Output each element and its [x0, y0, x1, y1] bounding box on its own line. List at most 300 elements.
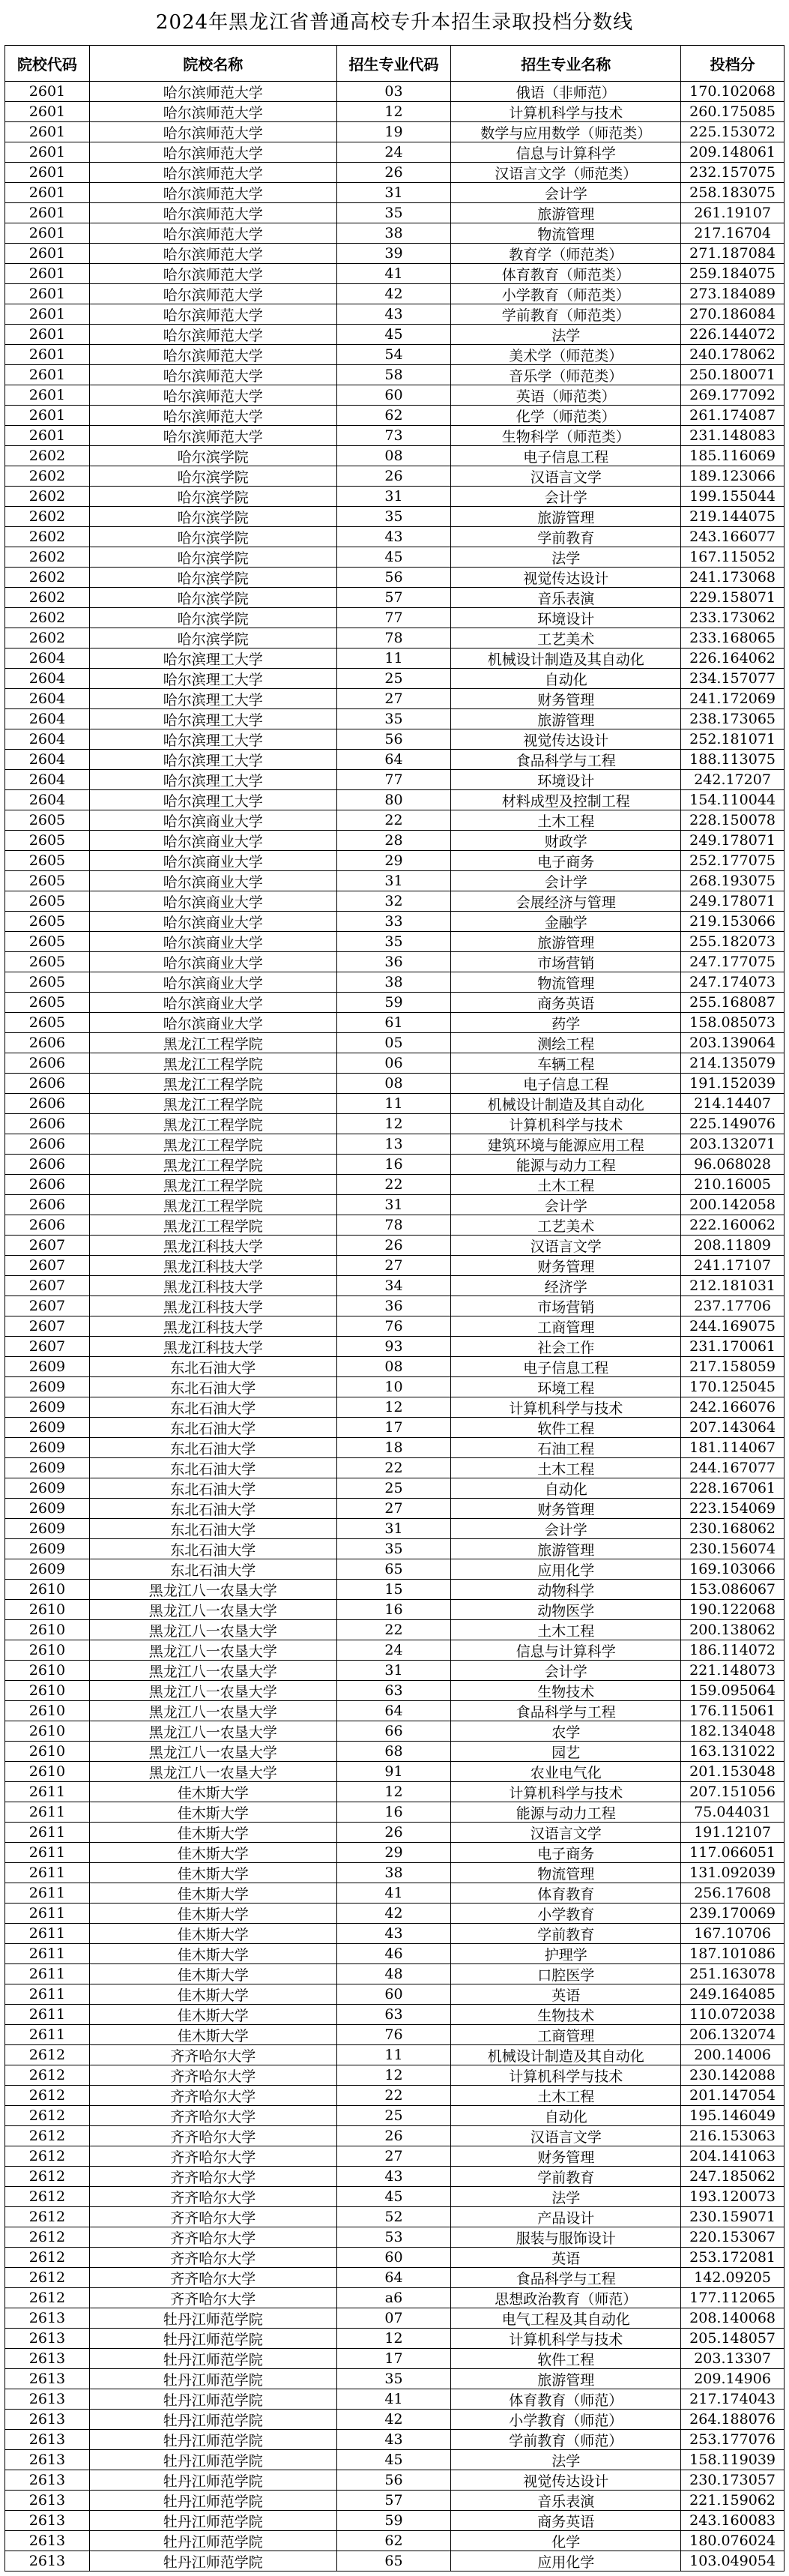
- cell-school-name: 黑龙江工程学院: [90, 1155, 337, 1174]
- cell-major-code: 06: [337, 1053, 452, 1073]
- cell-score: 216.153063: [681, 2126, 785, 2146]
- cell-score: 222.160062: [681, 1215, 785, 1235]
- cell-school-code: 2604: [5, 790, 90, 810]
- cell-major-name: 园艺: [451, 1742, 681, 1761]
- cell-major-name: 食品科学与工程: [451, 1701, 681, 1721]
- cell-major-name: 石油工程: [451, 1438, 681, 1457]
- cell-major-code: 54: [337, 345, 452, 364]
- cell-school-code: 2601: [5, 325, 90, 344]
- cell-major-name: 英语: [451, 1984, 681, 2004]
- cell-score: 207.151056: [681, 1782, 785, 1802]
- cell-score: 191.12107: [681, 1823, 785, 1842]
- table-row: [5, 2551, 785, 2572]
- cell-major-code: 45: [337, 2187, 452, 2206]
- table-row: [5, 2045, 785, 2065]
- cell-score: 214.14407: [681, 1094, 785, 1113]
- cell-major-code: 93: [337, 1337, 452, 1356]
- cell-score: 244.167077: [681, 1458, 785, 1478]
- cell-major-name: 计算机科学与技术: [451, 1782, 681, 1802]
- cell-major-name: 信息与计算科学: [451, 142, 681, 162]
- cell-school-name: 东北石油大学: [90, 1499, 337, 1518]
- table-row: [5, 709, 785, 729]
- cell-major-code: 66: [337, 1721, 452, 1741]
- cell-major-code: 77: [337, 608, 452, 628]
- cell-major-name: 会计学: [451, 487, 681, 506]
- cell-major-name: 旅游管理: [451, 932, 681, 951]
- table-row: [5, 102, 785, 122]
- cell-school-name: 东北石油大学: [90, 1397, 337, 1417]
- cell-score: 205.148057: [681, 2329, 785, 2348]
- cell-major-code: 65: [337, 2551, 452, 2571]
- cell-school-code: 2609: [5, 1478, 90, 1498]
- table-row: [5, 2329, 785, 2349]
- cell-score: 270.186084: [681, 304, 785, 324]
- cell-major-code: 25: [337, 1478, 452, 1498]
- cell-major-code: 19: [337, 122, 452, 142]
- cell-school-name: 牡丹江师范学院: [90, 2430, 337, 2449]
- cell-major-name: 护理学: [451, 1944, 681, 1963]
- cell-score: 212.181031: [681, 1276, 785, 1295]
- table-row: [5, 993, 785, 1013]
- cell-major-code: 27: [337, 1256, 452, 1275]
- cell-school-name: 黑龙江八一农垦大学: [90, 1701, 337, 1721]
- cell-school-name: 哈尔滨商业大学: [90, 993, 337, 1012]
- cell-school-name: 哈尔滨学院: [90, 466, 337, 486]
- cell-school-name: 牡丹江师范学院: [90, 2511, 337, 2530]
- cell-school-name: 哈尔滨师范大学: [90, 203, 337, 223]
- cell-school-name: 黑龙江八一农垦大学: [90, 1721, 337, 1741]
- cell-major-name: 环境设计: [451, 770, 681, 789]
- table-row: [5, 1580, 785, 1600]
- cell-major-code: 11: [337, 1094, 452, 1113]
- cell-major-name: 会计学: [451, 183, 681, 202]
- cell-major-code: 11: [337, 648, 452, 668]
- cell-score: 169.103066: [681, 1559, 785, 1579]
- cell-major-name: 土木工程: [451, 1620, 681, 1640]
- cell-score: 252.181071: [681, 729, 785, 749]
- cell-major-name: 材料成型及控制工程: [451, 790, 681, 810]
- cell-major-name: 自动化: [451, 669, 681, 688]
- cell-major-code: 64: [337, 750, 452, 769]
- cell-school-name: 黑龙江工程学院: [90, 1134, 337, 1154]
- table-row: [5, 1418, 785, 1438]
- table-row: [5, 2268, 785, 2288]
- cell-major-code: 32: [337, 891, 452, 911]
- cell-major-name: 金融学: [451, 912, 681, 931]
- cell-school-name: 东北石油大学: [90, 1539, 337, 1559]
- cell-score: 103.049054: [681, 2551, 785, 2571]
- table-row: [5, 1559, 785, 1580]
- cell-major-name: 食品科学与工程: [451, 750, 681, 769]
- table-row: [5, 2389, 785, 2410]
- cell-major-code: 63: [337, 2005, 452, 2024]
- cell-major-name: 汉语言文学: [451, 1823, 681, 1842]
- table-row: [5, 1377, 785, 1397]
- table-row: [5, 385, 785, 406]
- cell-major-code: 29: [337, 1843, 452, 1862]
- cell-school-name: 哈尔滨理工大学: [90, 669, 337, 688]
- cell-score: 182.134048: [681, 1721, 785, 1741]
- cell-major-code: 63: [337, 1681, 452, 1700]
- table-row: [5, 264, 785, 284]
- cell-school-name: 哈尔滨师范大学: [90, 284, 337, 304]
- cell-school-name: 哈尔滨商业大学: [90, 1013, 337, 1032]
- cell-score: 117.066051: [681, 1843, 785, 1862]
- cell-score: 223.154069: [681, 1499, 785, 1518]
- cell-school-name: 哈尔滨师范大学: [90, 426, 337, 445]
- cell-major-name: 市场营销: [451, 952, 681, 972]
- table-row: [5, 2430, 785, 2450]
- cell-major-name: 计算机科学与技术: [451, 2329, 681, 2348]
- cell-major-name: 学前教育: [451, 527, 681, 547]
- cell-school-code: 2601: [5, 223, 90, 243]
- cell-score: 269.177092: [681, 385, 785, 405]
- cell-school-code: 2605: [5, 972, 90, 992]
- cell-score: 258.183075: [681, 183, 785, 202]
- cell-major-name: 法学: [451, 547, 681, 567]
- table-row: [5, 1964, 785, 1984]
- table-row: [5, 1175, 785, 1195]
- cell-school-code: 2607: [5, 1236, 90, 1255]
- table-row: [5, 1701, 785, 1721]
- cell-major-code: 31: [337, 1195, 452, 1215]
- cell-school-code: 2610: [5, 1640, 90, 1660]
- table-row: [5, 1620, 785, 1640]
- cell-school-name: 佳木斯大学: [90, 1802, 337, 1822]
- table-row: [5, 1276, 785, 1296]
- cell-score: 200.14006: [681, 2045, 785, 2065]
- cell-school-name: 哈尔滨师范大学: [90, 122, 337, 142]
- cell-major-name: 学前教育: [451, 2167, 681, 2186]
- cell-score: 232.157075: [681, 163, 785, 182]
- cell-school-code: 2611: [5, 1802, 90, 1822]
- table-row: [5, 1661, 785, 1681]
- table-row: [5, 1944, 785, 1964]
- cell-major-name: 汉语言文学: [451, 2126, 681, 2146]
- cell-school-code: 2609: [5, 1357, 90, 1376]
- cell-school-name: 佳木斯大学: [90, 2005, 337, 2024]
- cell-score: 231.170061: [681, 1337, 785, 1356]
- cell-major-code: 42: [337, 1904, 452, 1923]
- cell-school-code: 2601: [5, 142, 90, 162]
- cell-major-code: 31: [337, 1519, 452, 1538]
- table-row: [5, 466, 785, 487]
- cell-score: 249.178071: [681, 891, 785, 911]
- cell-major-code: 35: [337, 2369, 452, 2389]
- cell-school-code: 2605: [5, 993, 90, 1012]
- cell-major-code: 38: [337, 223, 452, 243]
- cell-major-code: 42: [337, 284, 452, 304]
- cell-major-name: 计算机科学与技术: [451, 1114, 681, 1134]
- cell-major-name: 学前教育（师范）: [451, 2430, 681, 2449]
- cell-major-code: 22: [337, 810, 452, 830]
- cell-score: 219.144075: [681, 507, 785, 526]
- cell-school-name: 齐齐哈尔大学: [90, 2288, 337, 2308]
- cell-major-name: 旅游管理: [451, 1539, 681, 1559]
- cell-school-code: 2610: [5, 1620, 90, 1640]
- cell-school-code: 2601: [5, 122, 90, 142]
- cell-major-name: 计算机科学与技术: [451, 102, 681, 121]
- table-row: [5, 568, 785, 588]
- cell-school-name: 哈尔滨商业大学: [90, 932, 337, 951]
- cell-score: 268.193075: [681, 871, 785, 891]
- cell-school-name: 东北石油大学: [90, 1519, 337, 1538]
- cell-school-name: 黑龙江工程学院: [90, 1074, 337, 1093]
- cell-school-name: 黑龙江八一农垦大学: [90, 1681, 337, 1700]
- cell-school-code: 2607: [5, 1316, 90, 1336]
- cell-major-code: 41: [337, 264, 452, 283]
- cell-score: 273.184089: [681, 284, 785, 304]
- table-row: [5, 1296, 785, 1316]
- cell-major-name: 音乐表演: [451, 588, 681, 607]
- cell-school-name: 东北石油大学: [90, 1377, 337, 1397]
- cell-score: 186.114072: [681, 1640, 785, 1660]
- cell-major-code: 12: [337, 2065, 452, 2085]
- cell-major-code: 13: [337, 1134, 452, 1154]
- table-row: [5, 1762, 785, 1782]
- table-row: [5, 2470, 785, 2491]
- cell-major-name: 工艺美术: [451, 628, 681, 648]
- cell-school-name: 黑龙江八一农垦大学: [90, 1620, 337, 1640]
- cell-score: 142.09205: [681, 2268, 785, 2287]
- table-row: [5, 1823, 785, 1843]
- cell-major-name: 小学教育（师范）: [451, 2410, 681, 2429]
- cell-school-name: 黑龙江工程学院: [90, 1215, 337, 1235]
- cell-school-code: 2605: [5, 810, 90, 830]
- cell-score: 237.17706: [681, 1296, 785, 1316]
- cell-school-name: 牡丹江师范学院: [90, 2349, 337, 2368]
- cell-major-name: 应用化学: [451, 1559, 681, 1579]
- cell-score: 154.110044: [681, 790, 785, 810]
- cell-score: 170.125045: [681, 1377, 785, 1397]
- cell-school-code: 2601: [5, 385, 90, 405]
- cell-score: 247.177075: [681, 952, 785, 972]
- cell-major-name: 土木工程: [451, 810, 681, 830]
- cell-major-code: 27: [337, 689, 452, 708]
- cell-school-code: 2606: [5, 1215, 90, 1235]
- cell-school-name: 牡丹江师范学院: [90, 2389, 337, 2409]
- cell-major-name: 能源与动力工程: [451, 1802, 681, 1822]
- header-score: 投档分: [681, 46, 785, 81]
- cell-school-code: 2601: [5, 82, 90, 101]
- table-row: [5, 2288, 785, 2308]
- cell-major-code: 45: [337, 2450, 452, 2470]
- cell-score: 229.158071: [681, 588, 785, 607]
- cell-score: 159.095064: [681, 1681, 785, 1700]
- table-row: [5, 142, 785, 163]
- cell-school-code: 2613: [5, 2491, 90, 2510]
- table-row: [5, 2207, 785, 2227]
- cell-major-name: 商务英语: [451, 2511, 681, 2530]
- cell-school-code: 2602: [5, 466, 90, 486]
- cell-school-name: 牡丹江师范学院: [90, 2410, 337, 2429]
- cell-score: 167.115052: [681, 547, 785, 567]
- cell-school-name: 黑龙江工程学院: [90, 1094, 337, 1113]
- cell-school-name: 哈尔滨理工大学: [90, 729, 337, 749]
- table-row: [5, 669, 785, 689]
- cell-school-code: 2611: [5, 1843, 90, 1862]
- cell-major-name: 体育教育: [451, 1883, 681, 1903]
- table-row: [5, 932, 785, 952]
- cell-major-name: 社会工作: [451, 1337, 681, 1356]
- cell-major-name: 电气工程及其自动化: [451, 2308, 681, 2328]
- cell-school-name: 佳木斯大学: [90, 1883, 337, 1903]
- cell-school-code: 2602: [5, 487, 90, 506]
- table-row: [5, 1053, 785, 1074]
- table-row: [5, 82, 785, 102]
- table-row: [5, 2410, 785, 2430]
- cell-score: 264.188076: [681, 2410, 785, 2429]
- cell-major-name: 俄语（非师范）: [451, 82, 681, 101]
- cell-score: 249.178071: [681, 831, 785, 850]
- cell-school-code: 2613: [5, 2329, 90, 2348]
- cell-major-code: 68: [337, 1742, 452, 1761]
- cell-major-code: 25: [337, 2106, 452, 2125]
- cell-major-code: 31: [337, 183, 452, 202]
- cell-school-name: 齐齐哈尔大学: [90, 2187, 337, 2206]
- cell-school-name: 哈尔滨商业大学: [90, 912, 337, 931]
- table-row: [5, 1397, 785, 1418]
- cell-major-code: 03: [337, 82, 452, 101]
- cell-school-name: 黑龙江科技大学: [90, 1296, 337, 1316]
- cell-school-name: 哈尔滨学院: [90, 628, 337, 648]
- cell-school-code: 2604: [5, 689, 90, 708]
- cell-major-code: 41: [337, 2389, 452, 2409]
- cell-school-name: 黑龙江八一农垦大学: [90, 1580, 337, 1599]
- cell-school-name: 黑龙江八一农垦大学: [90, 1762, 337, 1781]
- table-row: [5, 223, 785, 244]
- cell-school-code: 2602: [5, 628, 90, 648]
- table-row: [5, 689, 785, 709]
- cell-major-name: 体育教育（师范类）: [451, 264, 681, 283]
- cell-major-name: 工商管理: [451, 1316, 681, 1336]
- cell-major-name: 财务管理: [451, 1499, 681, 1518]
- cell-major-code: 29: [337, 851, 452, 870]
- cell-major-code: 59: [337, 2511, 452, 2530]
- cell-score: 176.115061: [681, 1701, 785, 1721]
- table-row: [5, 2227, 785, 2248]
- cell-school-name: 哈尔滨学院: [90, 527, 337, 547]
- cell-score: 261.174087: [681, 406, 785, 425]
- cell-major-name: 服装与服饰设计: [451, 2227, 681, 2247]
- table-row: [5, 1924, 785, 1944]
- cell-school-code: 2604: [5, 770, 90, 789]
- cell-major-code: 60: [337, 2248, 452, 2267]
- cell-major-name: 旅游管理: [451, 2369, 681, 2389]
- cell-school-name: 佳木斯大学: [90, 1823, 337, 1842]
- cell-major-code: 15: [337, 1580, 452, 1599]
- cell-school-code: 2613: [5, 2349, 90, 2368]
- table-row: [5, 851, 785, 871]
- cell-score: 185.116069: [681, 446, 785, 466]
- cell-school-code: 2611: [5, 2005, 90, 2024]
- table-row: [5, 2106, 785, 2126]
- cell-major-code: 12: [337, 1782, 452, 1802]
- cell-major-name: 市场营销: [451, 1296, 681, 1316]
- cell-school-name: 哈尔滨商业大学: [90, 810, 337, 830]
- cell-score: 247.174073: [681, 972, 785, 992]
- cell-major-name: 视觉传达设计: [451, 568, 681, 587]
- table-row: [5, 2248, 785, 2268]
- cell-school-code: 2611: [5, 1964, 90, 1984]
- table-row: [5, 1600, 785, 1620]
- cell-major-name: 机械设计制造及其自动化: [451, 1094, 681, 1113]
- cell-major-name: 化学（师范类）: [451, 406, 681, 425]
- cell-major-code: 64: [337, 1701, 452, 1721]
- cell-major-name: 产品设计: [451, 2207, 681, 2227]
- cell-school-name: 哈尔滨师范大学: [90, 365, 337, 385]
- cell-score: 217.174043: [681, 2389, 785, 2409]
- cell-major-code: 25: [337, 669, 452, 688]
- table-row: [5, 1114, 785, 1134]
- table-row: [5, 1458, 785, 1478]
- cell-school-code: 2601: [5, 304, 90, 324]
- table-row: [5, 871, 785, 891]
- table-row: [5, 750, 785, 770]
- table-row: [5, 1357, 785, 1377]
- cell-score: 188.113075: [681, 750, 785, 769]
- cell-major-code: 11: [337, 2045, 452, 2065]
- cell-school-name: 哈尔滨理工大学: [90, 750, 337, 769]
- cell-score: 201.147054: [681, 2086, 785, 2105]
- table-row: [5, 1539, 785, 1559]
- cell-score: 230.173057: [681, 2470, 785, 2490]
- table-row: [5, 446, 785, 466]
- cell-score: 226.164062: [681, 648, 785, 668]
- cell-major-code: 36: [337, 952, 452, 972]
- cell-school-code: 2610: [5, 1580, 90, 1599]
- cell-major-name: 软件工程: [451, 2349, 681, 2368]
- cell-major-name: 电子商务: [451, 851, 681, 870]
- cell-score: 226.144072: [681, 325, 785, 344]
- cell-school-name: 牡丹江师范学院: [90, 2531, 337, 2551]
- cell-major-name: 经济学: [451, 1276, 681, 1295]
- cell-major-name: 思想政治教育（师范）: [451, 2288, 681, 2308]
- cell-major-name: 体育教育（师范）: [451, 2389, 681, 2409]
- cell-school-code: 2611: [5, 1823, 90, 1842]
- cell-major-code: 60: [337, 385, 452, 405]
- cell-major-code: 26: [337, 2126, 452, 2146]
- cell-score: 233.168065: [681, 628, 785, 648]
- cell-school-name: 东北石油大学: [90, 1478, 337, 1498]
- cell-score: 189.123066: [681, 466, 785, 486]
- table-row: [5, 1236, 785, 1256]
- cell-major-code: 28: [337, 831, 452, 850]
- cell-school-name: 齐齐哈尔大学: [90, 2227, 337, 2247]
- cell-major-name: 英语: [451, 2248, 681, 2267]
- table-row: [5, 2065, 785, 2086]
- cell-school-name: 哈尔滨师范大学: [90, 345, 337, 364]
- cell-school-name: 东北石油大学: [90, 1559, 337, 1579]
- cell-major-code: 17: [337, 2349, 452, 2368]
- cell-major-code: 57: [337, 2491, 452, 2510]
- cell-score: 255.182073: [681, 932, 785, 951]
- cell-school-code: 2609: [5, 1539, 90, 1559]
- cell-school-name: 牡丹江师范学院: [90, 2470, 337, 2490]
- cell-school-name: 东北石油大学: [90, 1438, 337, 1457]
- cell-score: 220.153067: [681, 2227, 785, 2247]
- cell-school-name: 哈尔滨师范大学: [90, 163, 337, 182]
- table-body: [5, 82, 785, 2572]
- cell-school-code: 2612: [5, 2207, 90, 2227]
- cell-school-code: 2604: [5, 648, 90, 668]
- cell-major-name: 信息与计算科学: [451, 1640, 681, 1660]
- cell-school-code: 2602: [5, 608, 90, 628]
- cell-school-code: 2609: [5, 1377, 90, 1397]
- cell-major-code: 45: [337, 547, 452, 567]
- table-row: [5, 2450, 785, 2470]
- cell-major-name: 生物技术: [451, 1681, 681, 1700]
